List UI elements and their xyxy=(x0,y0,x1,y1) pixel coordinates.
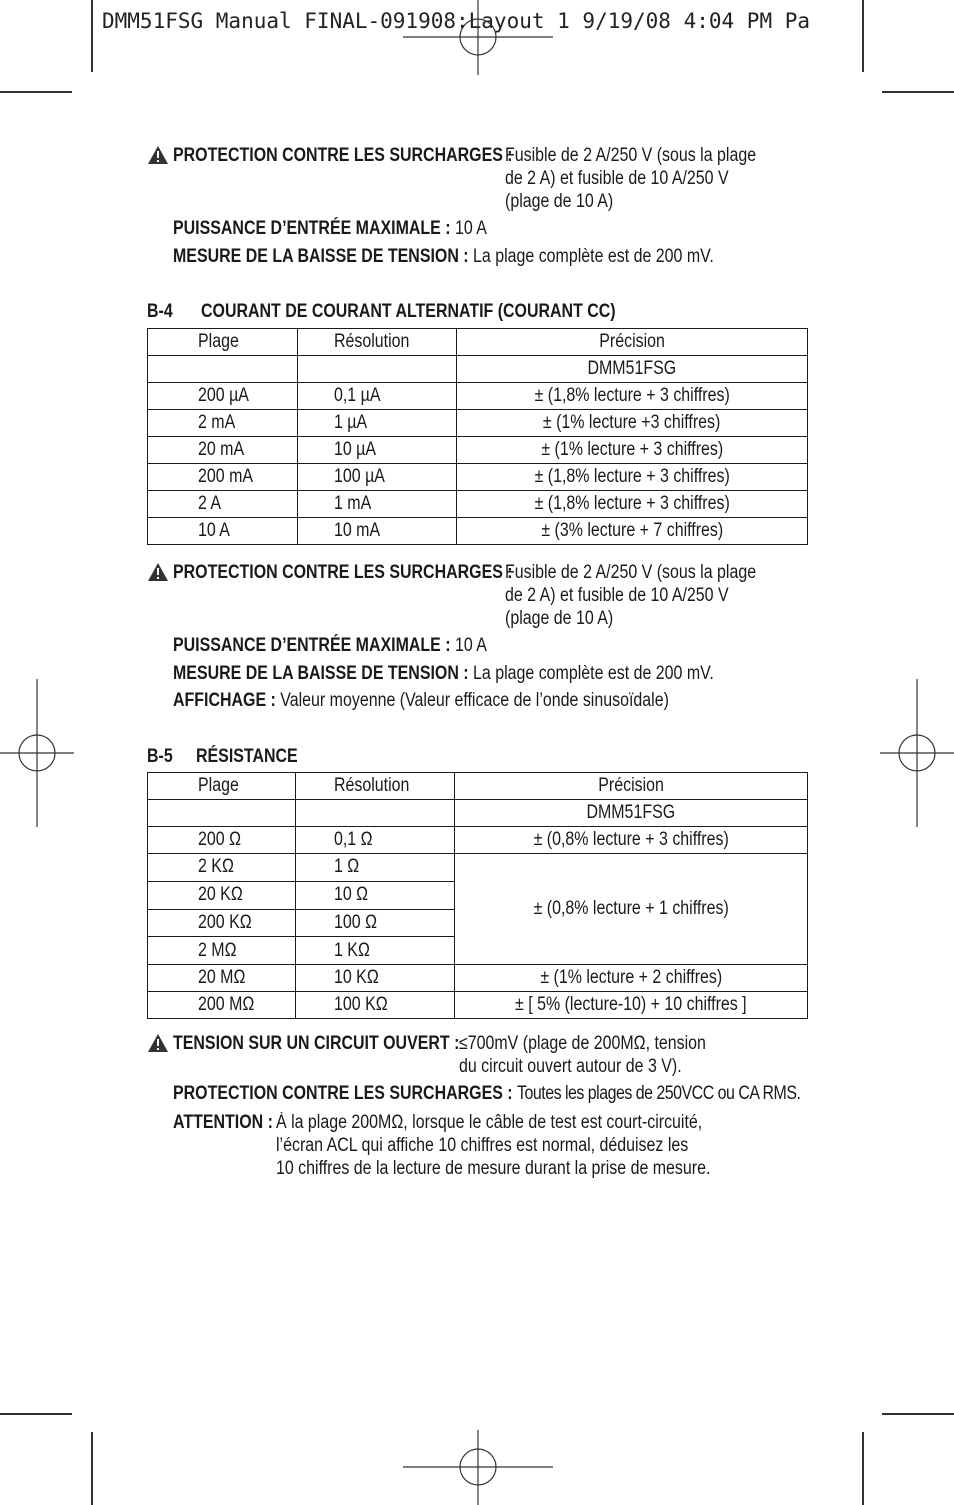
b5-spec-table xyxy=(147,772,808,1019)
table-model-row xyxy=(148,800,808,827)
protection-line: (plage de 10 A) xyxy=(505,191,614,212)
printer-slug: DMM51FSG Manual FINAL-091908:Layout 1 9/19/08 4:04 PM Pa xyxy=(102,9,811,33)
max-input-value: 10 A xyxy=(454,635,487,656)
registration-mark-bottom xyxy=(403,1430,553,1505)
voltage-drop-value: La plage complète est de 200 mV. xyxy=(473,246,714,267)
max-input-value: 10 A xyxy=(454,218,487,239)
crop-mark-top-right-v xyxy=(862,0,864,72)
protection-line: (plage de 10 A) xyxy=(505,608,614,629)
crop-mark-bottom-left-v xyxy=(91,1432,93,1505)
table-row: 2 KΩ 1 Ω ± (0,8% lecture + 1 chiffres) xyxy=(148,854,808,882)
voltage-drop-line xyxy=(173,662,714,685)
warning-triangle-icon xyxy=(147,145,169,165)
max-input-line xyxy=(173,217,487,240)
crop-mark-bottom-right-v xyxy=(862,1432,864,1505)
crop-mark-top-left-v xyxy=(91,0,93,72)
protection-line: Fusible de 2 A/250 V (sous la plage xyxy=(505,145,757,166)
max-input-line xyxy=(173,634,487,657)
section-number: B-5 xyxy=(147,746,173,767)
table-row: 2 A 1 mA ± (1,8% lecture + 3 chiffres) xyxy=(148,491,808,518)
max-input-label: PUISSANCE D’ENTRÉE MAXIMALE : xyxy=(173,218,451,239)
protection-line: Fusible de 2 A/250 V (sous la plage xyxy=(505,562,757,583)
table-row: 10 A 10 mA ± (3% lecture + 7 chiffres) xyxy=(148,518,808,545)
header-cell: Résolution xyxy=(298,329,457,356)
model-cell: DMM51FSG xyxy=(457,356,808,383)
table-model-row xyxy=(148,356,808,383)
display-value: Valeur moyenne (Valeur efficace de l’onde sinusoïdale) xyxy=(280,690,669,711)
merged-precision-cell: ± (0,8% lecture + 1 chiffres) xyxy=(455,854,808,965)
table-row: 20 mA 10 µA ± (1% lecture + 3 chiffres) xyxy=(148,437,808,464)
table-row: 200 mA 100 µA ± (1,8% lecture + 3 chiffres) xyxy=(148,464,808,491)
protection-label: PROTECTION CONTRE LES SURCHARGES : xyxy=(173,145,513,166)
voltage-drop-label: MESURE DE LA BAISSE DE TENSION : xyxy=(173,246,469,267)
open-circuit-line: ≤700mV (plage de 200MΩ, tension xyxy=(459,1033,706,1054)
crop-mark-top-right-h xyxy=(882,91,954,93)
crop-mark-top-left-h xyxy=(0,91,72,93)
table-row: 200 KΩ 100 Ω xyxy=(148,909,808,937)
table-row: 2 mA 1 µA ± (1% lecture +3 chiffres) xyxy=(148,410,808,437)
attention-label: ATTENTION : xyxy=(173,1112,273,1133)
header-cell: Résolution xyxy=(296,773,455,800)
protection-label: PROTECTION CONTRE LES SURCHARGES : xyxy=(173,1083,513,1104)
attention-line: l’écran ACL qui affiche 10 chiffres est normal, déduisez les xyxy=(276,1135,689,1156)
registration-mark-top xyxy=(403,0,553,75)
b4-spec-table xyxy=(147,328,808,545)
warning-triangle-icon xyxy=(147,562,169,582)
header-cell: Plage xyxy=(148,329,298,356)
protection-value: Toutes les plages de 250VCC ou CA RMS. xyxy=(517,1083,801,1104)
voltage-drop-value: La plage complète est de 200 mV. xyxy=(473,663,714,684)
attention-line: À la plage 200MΩ, lorsque le câble de test est court-circuité, xyxy=(276,1112,703,1133)
attention-line: 10 chiffres de la lecture de mesure durant la prise de mesure. xyxy=(276,1158,711,1179)
protection-line xyxy=(173,1082,800,1105)
table-row: 20 MΩ 10 KΩ ± (1% lecture + 2 chiffres) xyxy=(148,965,808,992)
warning-triangle-icon xyxy=(147,1033,169,1053)
protection-line: de 2 A) et fusible de 10 A/250 V xyxy=(505,168,729,189)
crop-mark-bottom-left-h xyxy=(0,1413,72,1415)
table-row: 200 µA 0,1 µA ± (1,8% lecture + 3 chiffres) xyxy=(148,383,808,410)
table-row: 200 Ω 0,1 Ω ± (0,8% lecture + 3 chiffres) xyxy=(148,827,808,854)
section-title: RÉSISTANCE xyxy=(196,746,298,767)
registration-mark-left xyxy=(0,679,74,827)
header-cell: Précision xyxy=(457,329,808,356)
section-title: COURANT DE COURANT ALTERNATIF (COURANT CC) xyxy=(201,301,616,322)
table-row: 200 MΩ 100 KΩ ± [ 5% (lecture-10) + 10 chiffres ] xyxy=(148,992,808,1019)
display-line xyxy=(173,689,669,712)
display-label: AFFICHAGE : xyxy=(173,690,276,711)
header-cell: Précision xyxy=(455,773,808,800)
open-circuit-label: TENSION SUR UN CIRCUIT OUVERT : xyxy=(173,1033,460,1054)
voltage-drop-line xyxy=(173,245,714,268)
section-number: B-4 xyxy=(147,301,173,322)
registration-mark-right xyxy=(880,679,954,827)
voltage-drop-label: MESURE DE LA BAISSE DE TENSION : xyxy=(173,663,469,684)
table-header-row xyxy=(148,773,808,800)
table-row: 20 KΩ 10 Ω xyxy=(148,881,808,909)
table-row: 2 MΩ 1 KΩ xyxy=(148,937,808,965)
protection-line: de 2 A) et fusible de 10 A/250 V xyxy=(505,585,729,606)
max-input-label: PUISSANCE D’ENTRÉE MAXIMALE : xyxy=(173,635,451,656)
open-circuit-line: du circuit ouvert autour de 3 V). xyxy=(459,1056,682,1077)
crop-mark-bottom-right-h xyxy=(882,1413,954,1415)
model-cell: DMM51FSG xyxy=(455,800,808,827)
protection-label: PROTECTION CONTRE LES SURCHARGES : xyxy=(173,562,513,583)
table-header-row xyxy=(148,329,808,356)
header-cell: Plage xyxy=(148,773,296,800)
